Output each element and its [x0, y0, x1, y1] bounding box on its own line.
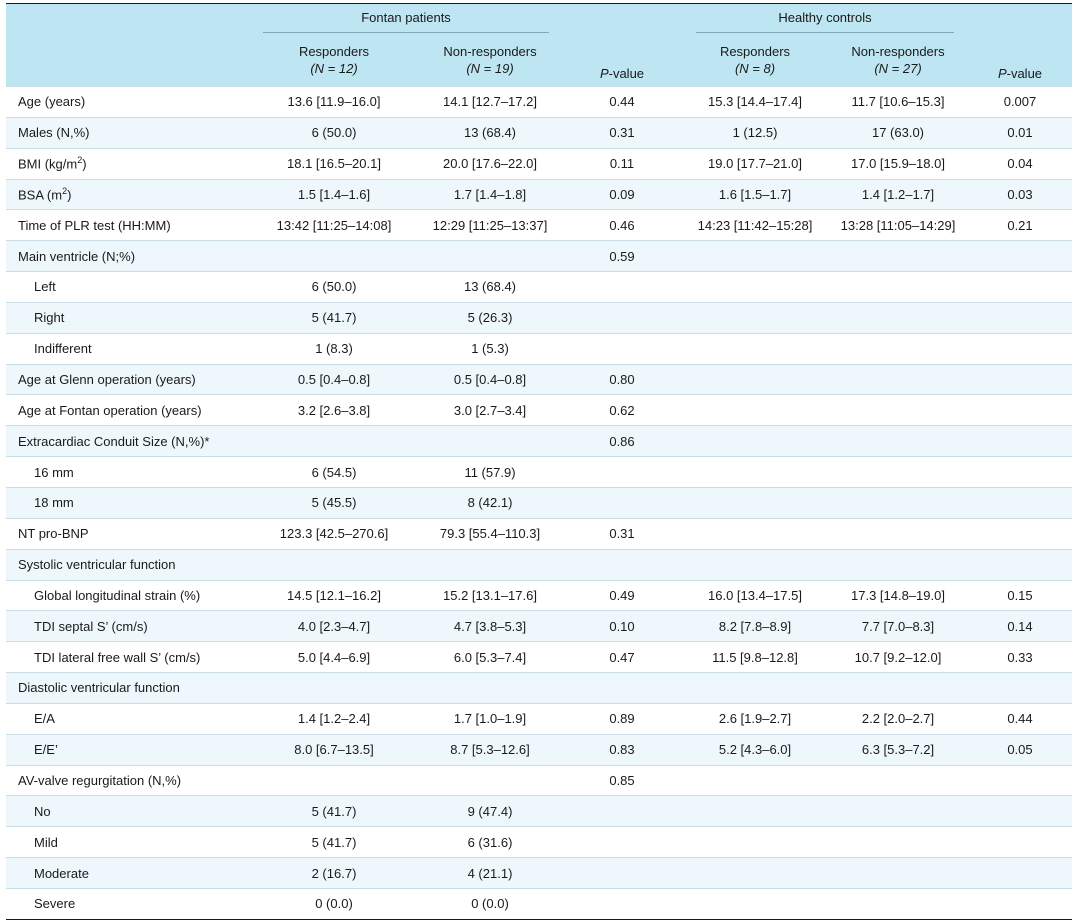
controls-nonresponders-value: [828, 827, 968, 858]
row-label-sup: 2: [77, 155, 83, 166]
fontan-responders-value: 8.0 [6.7–13.5]: [250, 734, 418, 765]
table-row: [6, 827, 1072, 858]
fontan-responders-value: 6 (50.0): [250, 117, 418, 148]
row-label: [6, 148, 250, 179]
fontan-pvalue: 0.47: [562, 642, 682, 673]
row-label: Severe: [6, 888, 250, 919]
fontan-pvalue: 0.89: [562, 703, 682, 734]
fontan-responders-value: [250, 241, 418, 272]
controls-pvalue: [968, 888, 1072, 919]
fontan-responders-value: 14.5 [12.1–16.2]: [250, 580, 418, 611]
controls-nonresponders-value: [828, 333, 968, 364]
fontan-nonresponders-value: 9 (47.4): [418, 796, 562, 827]
controls-pvalue: [968, 272, 1072, 303]
fontan-pvalue: 0.85: [562, 765, 682, 796]
fontan-pvalue: 0.46: [562, 210, 682, 241]
row-label: Time of PLR test (HH:MM): [6, 210, 250, 241]
controls-nonresponders-value: [828, 549, 968, 580]
controls-responders-value: [682, 518, 828, 549]
controls-nonresponders-value: [828, 673, 968, 704]
controls-responders-value: 16.0 [13.4–17.5]: [682, 580, 828, 611]
fontan-pvalue: [562, 796, 682, 827]
p-italic: P: [997, 66, 1007, 81]
controls-responders-value: [682, 765, 828, 796]
controls-nonresponders-value: [828, 858, 968, 889]
fontan-pvalue: 0.10: [562, 611, 682, 642]
row-label: TDI septal S’ (cm/s): [6, 611, 250, 642]
fontan-responders-value: 4.0 [2.3–4.7]: [250, 611, 418, 642]
header-blank: [6, 34, 250, 87]
controls-pvalue: [968, 395, 1072, 426]
col-header-label: Responders: [298, 44, 370, 59]
group-header-fontan: [250, 4, 562, 35]
fontan-responders-value: 0 (0.0): [250, 888, 418, 919]
row-label-text: BMI (kg/m: [18, 156, 78, 172]
controls-responders-value: 5.2 [4.3–6.0]: [682, 734, 828, 765]
row-label: Systolic ventricular function: [6, 549, 250, 580]
controls-responders-value: [682, 333, 828, 364]
controls-responders-value: [682, 549, 828, 580]
table-row: [6, 272, 1072, 303]
controls-responders-value: [682, 827, 828, 858]
fontan-responders-value: 6 (54.5): [250, 457, 418, 488]
col-header-controls-pvalue: [968, 34, 1072, 87]
fontan-nonresponders-value: 12:29 [11:25–13:37]: [418, 210, 562, 241]
fontan-nonresponders-value: 4 (21.1): [418, 858, 562, 889]
row-label: No: [6, 796, 250, 827]
controls-nonresponders-value: [828, 796, 968, 827]
fontan-pvalue: 0.86: [562, 426, 682, 457]
fontan-responders-value: [250, 426, 418, 457]
fontan-nonresponders-value: 13 (68.4): [418, 272, 562, 303]
controls-responders-value: [682, 426, 828, 457]
table-row: [6, 210, 1072, 241]
fontan-nonresponders-value: 20.0 [17.6–22.0]: [418, 148, 562, 179]
fontan-responders-value: 1 (8.3): [250, 333, 418, 364]
fontan-responders-value: 1.5 [1.4–1.6]: [250, 179, 418, 210]
table-row: [6, 426, 1072, 457]
fontan-pvalue: [562, 272, 682, 303]
controls-responders-value: [682, 888, 828, 919]
col-header-n: (N = 12): [310, 61, 358, 76]
row-label: Indifferent: [6, 333, 250, 364]
row-label: E/E’: [6, 734, 250, 765]
fontan-nonresponders-value: 1 (5.3): [418, 333, 562, 364]
controls-pvalue: [968, 673, 1072, 704]
controls-responders-value: [682, 241, 828, 272]
controls-pvalue: 0.44: [968, 703, 1072, 734]
fontan-nonresponders-value: [418, 673, 562, 704]
row-label: Mild: [6, 827, 250, 858]
p-italic: P: [599, 66, 609, 81]
table-row: [6, 518, 1072, 549]
controls-pvalue: 0.14: [968, 611, 1072, 642]
fontan-responders-value: 18.1 [16.5–20.1]: [250, 148, 418, 179]
controls-pvalue: [968, 858, 1072, 889]
table-row: [6, 117, 1072, 148]
table-row: [6, 87, 1072, 118]
controls-responders-value: 8.2 [7.8–8.9]: [682, 611, 828, 642]
controls-pvalue: [968, 765, 1072, 796]
header-blank: [6, 4, 250, 35]
fontan-nonresponders-value: 79.3 [55.4–110.3]: [418, 518, 562, 549]
controls-responders-value: [682, 395, 828, 426]
fontan-nonresponders-value: 13 (68.4): [418, 117, 562, 148]
table-row: [6, 611, 1072, 642]
table-row: [6, 179, 1072, 210]
row-label: Main ventricle (N;%): [6, 241, 250, 272]
controls-pvalue: [968, 364, 1072, 395]
fontan-nonresponders-value: 3.0 [2.7–3.4]: [418, 395, 562, 426]
controls-nonresponders-value: [828, 457, 968, 488]
fontan-pvalue: [562, 487, 682, 518]
fontan-nonresponders-value: 6.0 [5.3–7.4]: [418, 642, 562, 673]
controls-nonresponders-value: 17.0 [15.9–18.0]: [828, 148, 968, 179]
row-label: TDI lateral free wall S’ (cm/s): [6, 642, 250, 673]
controls-pvalue: 0.21: [968, 210, 1072, 241]
controls-responders-value: 19.0 [17.7–21.0]: [682, 148, 828, 179]
row-label-tail: ): [82, 156, 87, 172]
fontan-responders-value: 5 (41.7): [250, 302, 418, 333]
row-label: Males (N,%): [6, 117, 250, 148]
fontan-responders-value: 0.5 [0.4–0.8]: [250, 364, 418, 395]
controls-nonresponders-value: [828, 487, 968, 518]
fontan-pvalue: [562, 333, 682, 364]
fontan-responders-value: 5 (41.7): [250, 796, 418, 827]
fontan-responders-value: 2 (16.7): [250, 858, 418, 889]
col-header-fontan-responders: [250, 34, 418, 87]
controls-nonresponders-value: [828, 302, 968, 333]
controls-nonresponders-value: [828, 272, 968, 303]
col-header-fontan-pvalue: [562, 34, 682, 87]
table-row: [6, 549, 1072, 580]
controls-responders-value: [682, 487, 828, 518]
fontan-responders-value: 1.4 [1.2–2.4]: [250, 703, 418, 734]
row-label: NT pro-BNP: [6, 518, 250, 549]
controls-responders-value: [682, 272, 828, 303]
fontan-pvalue: 0.11: [562, 148, 682, 179]
col-header-label: Non-responders: [443, 44, 537, 59]
fontan-responders-value: 13:42 [11:25–14:08]: [250, 210, 418, 241]
row-label: Right: [6, 302, 250, 333]
controls-pvalue: 0.007: [968, 87, 1072, 118]
fontan-nonresponders-value: 4.7 [3.8–5.3]: [418, 611, 562, 642]
fontan-pvalue: [562, 549, 682, 580]
controls-pvalue: 0.33: [968, 642, 1072, 673]
fontan-pvalue: 0.31: [562, 117, 682, 148]
fontan-pvalue: 0.62: [562, 395, 682, 426]
fontan-pvalue: [562, 827, 682, 858]
fontan-nonresponders-value: 1.7 [1.4–1.8]: [418, 179, 562, 210]
p-rest: -value: [608, 66, 645, 81]
col-header-controls-nonresponders: [828, 34, 968, 87]
controls-pvalue: [968, 796, 1072, 827]
controls-nonresponders-value: [828, 426, 968, 457]
controls-pvalue: [968, 457, 1072, 488]
row-label: Age at Fontan operation (years): [6, 395, 250, 426]
table-body: [6, 87, 1072, 920]
fontan-responders-value: 6 (50.0): [250, 272, 418, 303]
controls-pvalue: [968, 426, 1072, 457]
controls-pvalue: 0.05: [968, 734, 1072, 765]
controls-pvalue: 0.04: [968, 148, 1072, 179]
row-label: 18 mm: [6, 487, 250, 518]
table-row: [6, 888, 1072, 919]
table-row: [6, 642, 1072, 673]
controls-nonresponders-value: [828, 518, 968, 549]
p-rest: -value: [1006, 66, 1043, 81]
col-header-fontan-nonresponders: [418, 34, 562, 87]
controls-responders-value: [682, 457, 828, 488]
controls-nonresponders-value: [828, 765, 968, 796]
controls-responders-value: [682, 858, 828, 889]
header-blank: [968, 4, 1072, 35]
data-table: [6, 3, 1072, 920]
fontan-nonresponders-value: 1.7 [1.0–1.9]: [418, 703, 562, 734]
controls-pvalue: [968, 827, 1072, 858]
controls-nonresponders-value: 17.3 [14.8–19.0]: [828, 580, 968, 611]
fontan-nonresponders-value: [418, 241, 562, 272]
table-row: [6, 858, 1072, 889]
fontan-pvalue: [562, 858, 682, 889]
fontan-nonresponders-value: 0.5 [0.4–0.8]: [418, 364, 562, 395]
controls-pvalue: [968, 302, 1072, 333]
fontan-nonresponders-value: 5 (26.3): [418, 302, 562, 333]
row-label: Left: [6, 272, 250, 303]
controls-nonresponders-value: 17 (63.0): [828, 117, 968, 148]
fontan-pvalue: 0.31: [562, 518, 682, 549]
table-row: [6, 395, 1072, 426]
fontan-pvalue: [562, 457, 682, 488]
controls-nonresponders-value: 11.7 [10.6–15.3]: [828, 87, 968, 118]
row-label-text: BSA (m: [18, 187, 63, 203]
header-blank: [562, 4, 682, 35]
row-label: AV-valve regurgitation (N,%): [6, 765, 250, 796]
controls-pvalue: [968, 333, 1072, 364]
controls-responders-value: 2.6 [1.9–2.7]: [682, 703, 828, 734]
controls-nonresponders-value: 6.3 [5.3–7.2]: [828, 734, 968, 765]
row-label-sup: 2: [62, 186, 68, 197]
fontan-pvalue: [562, 302, 682, 333]
controls-responders-value: [682, 302, 828, 333]
fontan-pvalue: 0.80: [562, 364, 682, 395]
row-label: [6, 179, 250, 210]
controls-responders-value: 11.5 [9.8–12.8]: [682, 642, 828, 673]
fontan-nonresponders-value: [418, 549, 562, 580]
controls-nonresponders-value: [828, 241, 968, 272]
fontan-pvalue: 0.09: [562, 179, 682, 210]
table-row: [6, 703, 1072, 734]
fontan-pvalue: 0.44: [562, 87, 682, 118]
fontan-responders-value: 5.0 [4.4–6.9]: [250, 642, 418, 673]
fontan-responders-value: [250, 765, 418, 796]
fontan-responders-value: 13.6 [11.9–16.0]: [250, 87, 418, 118]
row-label: Age at Glenn operation (years): [6, 364, 250, 395]
col-header-n: (N = 27): [874, 61, 922, 76]
table-row: [6, 148, 1072, 179]
col-header-controls-responders: [682, 34, 828, 87]
controls-pvalue: [968, 241, 1072, 272]
controls-responders-value: 1 (12.5): [682, 117, 828, 148]
fontan-nonresponders-value: [418, 765, 562, 796]
row-label: 16 mm: [6, 457, 250, 488]
controls-responders-value: [682, 673, 828, 704]
fontan-pvalue: [562, 673, 682, 704]
controls-pvalue: [968, 518, 1072, 549]
row-label: Age (years): [6, 87, 250, 118]
col-header-label: Non-responders: [851, 44, 945, 59]
controls-pvalue: 0.01: [968, 117, 1072, 148]
controls-nonresponders-value: 13:28 [11:05–14:29]: [828, 210, 968, 241]
table-row: [6, 241, 1072, 272]
controls-nonresponders-value: [828, 364, 968, 395]
controls-responders-value: 15.3 [14.4–17.4]: [682, 87, 828, 118]
fontan-pvalue: 0.83: [562, 734, 682, 765]
controls-nonresponders-value: 2.2 [2.0–2.7]: [828, 703, 968, 734]
fontan-responders-value: 3.2 [2.6–3.8]: [250, 395, 418, 426]
row-label: E/A: [6, 703, 250, 734]
col-header-n: (N = 8): [734, 61, 776, 76]
fontan-nonresponders-value: 15.2 [13.1–17.6]: [418, 580, 562, 611]
row-label: Extracardiac Conduit Size (N,%)*: [6, 426, 250, 457]
table-row: [6, 302, 1072, 333]
col-header-n: (N = 19): [466, 61, 514, 76]
fontan-responders-value: 123.3 [42.5–270.6]: [250, 518, 418, 549]
fontan-responders-value: [250, 549, 418, 580]
fontan-nonresponders-value: [418, 426, 562, 457]
table-row: [6, 333, 1072, 364]
controls-nonresponders-value: 10.7 [9.2–12.0]: [828, 642, 968, 673]
fontan-nonresponders-value: 11 (57.9): [418, 457, 562, 488]
fontan-nonresponders-value: 6 (31.6): [418, 827, 562, 858]
controls-responders-value: [682, 364, 828, 395]
controls-nonresponders-value: [828, 395, 968, 426]
table-row: [6, 765, 1072, 796]
controls-pvalue: 0.03: [968, 179, 1072, 210]
group-title-controls: Healthy controls: [696, 6, 954, 33]
table-row: [6, 457, 1072, 488]
col-header-label: Responders: [719, 44, 791, 59]
controls-pvalue: [968, 487, 1072, 518]
fontan-pvalue: 0.59: [562, 241, 682, 272]
controls-responders-value: 14:23 [11:42–15:28]: [682, 210, 828, 241]
row-label: Global longitudinal strain (%): [6, 580, 250, 611]
table-row: [6, 673, 1072, 704]
table-row: [6, 487, 1072, 518]
controls-pvalue: 0.15: [968, 580, 1072, 611]
fontan-pvalue: [562, 888, 682, 919]
table-row: [6, 364, 1072, 395]
fontan-responders-value: [250, 673, 418, 704]
controls-nonresponders-value: 7.7 [7.0–8.3]: [828, 611, 968, 642]
fontan-nonresponders-value: 8.7 [5.3–12.6]: [418, 734, 562, 765]
table-row: [6, 796, 1072, 827]
table-row: [6, 734, 1072, 765]
group-title-fontan: Fontan patients: [263, 6, 549, 33]
fontan-nonresponders-value: 0 (0.0): [418, 888, 562, 919]
table-row: [6, 580, 1072, 611]
fontan-responders-value: 5 (45.5): [250, 487, 418, 518]
row-label: Diastolic ventricular function: [6, 673, 250, 704]
controls-responders-value: 1.6 [1.5–1.7]: [682, 179, 828, 210]
fontan-pvalue: 0.49: [562, 580, 682, 611]
row-label: Moderate: [6, 858, 250, 889]
controls-nonresponders-value: 1.4 [1.2–1.7]: [828, 179, 968, 210]
row-label-tail: ): [67, 187, 72, 203]
group-header-controls: [682, 4, 968, 35]
fontan-nonresponders-value: 8 (42.1): [418, 487, 562, 518]
fontan-nonresponders-value: 14.1 [12.7–17.2]: [418, 87, 562, 118]
controls-responders-value: [682, 796, 828, 827]
controls-nonresponders-value: [828, 888, 968, 919]
fontan-responders-value: 5 (41.7): [250, 827, 418, 858]
controls-pvalue: [968, 549, 1072, 580]
